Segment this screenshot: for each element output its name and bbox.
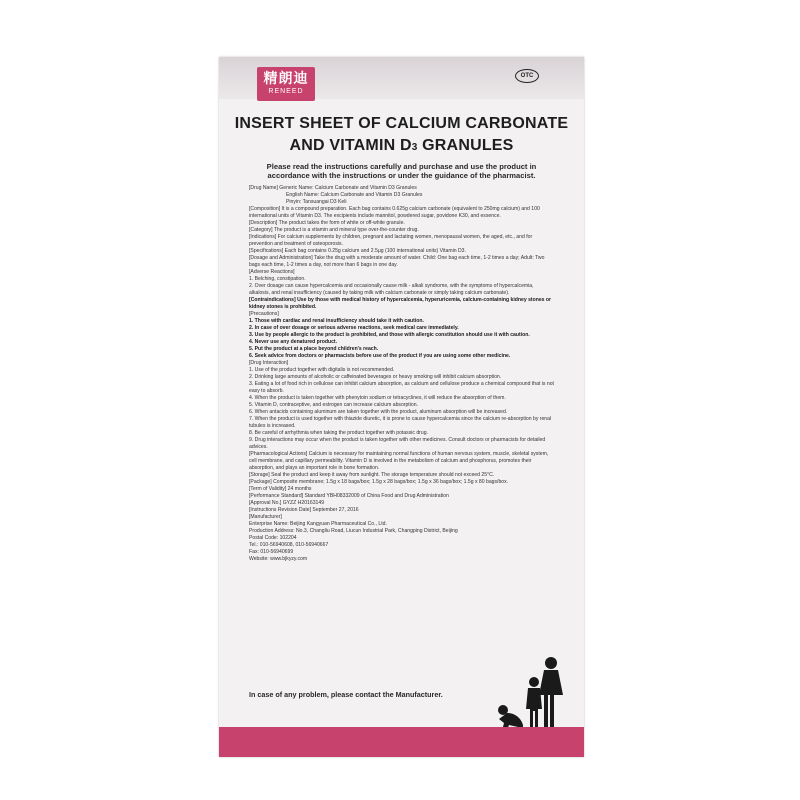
insert-line: English Name: Calcium Carbonate and Vitamin D3 Granules	[286, 192, 423, 198]
insert-line: Enterprise Name: Beijing Kangyuan Pharmaceutical Co., Ltd.	[249, 521, 387, 527]
insert-line: [Pharmacological Actions] Calcium is necessary for maintaining normal functions of human nervous system, muscle, skeletal system, cell membrane, and capillary permeability. Vitamin D is involved in the metabolism of calcium and phosphorus, promotes their absorption, and plays an important role in bone formation.	[249, 451, 549, 471]
insert-line: [Category] The product is a vitamin and mineral type over-the-counter drug.	[249, 227, 419, 233]
insert-line: [Manufacturer]	[249, 514, 282, 520]
insert-line: 7. When the product is used together with thiazide diuretic, it is prone to cause hypercalcemia since the calcium re-absorption by renal tubules is increased.	[249, 416, 552, 429]
insert-line: 4. When the product is taken together with phenytoin sodium or tetracyclines, it will reduce the absorption of them.	[249, 395, 506, 401]
insert-line: 8. Be careful of arrhythmia when taking the product together with potassic drug.	[249, 430, 428, 436]
insert-line: 3. Use by people allergic to the product is prohibited, and those with allergic constitution should use it with caution.	[249, 332, 530, 338]
insert-line: Website: www.bjkyzy.com	[249, 556, 308, 562]
insert-line: 9. Drug interactions may occur when the product is taken together with other medicines. Consult doctors or pharmacists for detailed advices.	[249, 437, 546, 450]
insert-line: [Dosage and Administration] Take the drug with a moderate amount of water. Child: One bag each time, 1-2 times a day; Adult: Two bags each time, 1-2 times a day, not more than 6 bags in one day.	[249, 255, 545, 268]
title-line-1: INSERT SHEET OF CALCIUM CARBONATE	[234, 115, 569, 132]
insert-line: Production Address: No.3, Changliu Road, Liucun Industrial Park, Changping District, Beijing	[249, 528, 458, 534]
insert-line: [Contraindications] Use by those with medical history of hypercalcemia, hyperuricemia, calcium-containing kidney stones or kidney stones is prohibited.	[249, 297, 552, 310]
insert-sheet	[219, 57, 584, 757]
brand-logo	[257, 67, 315, 101]
insert-line: 5. Vitamin D, contraceptive, and estrogen can increase calcium absorption.	[249, 402, 418, 408]
title-line-2-text: AND VITAMIN D3 GRANULES	[289, 137, 514, 154]
logo-english: RENEED	[268, 88, 304, 95]
otc-badge: OTC	[515, 69, 539, 83]
insert-line: [Instructions Revision Date] September 27, 2016	[249, 507, 359, 513]
insert-line: 1. Those with cardiac and renal insufficiency should take it with caution.	[249, 318, 424, 324]
insert-line: [Storage] Seal the product and keep it away from sunlight. The storage temperature should not exceed 25°C.	[249, 472, 495, 478]
insert-line: [Composition] It is a compound preparation. Each bag contains 0.625g calcium carbonate (equivalent to 250mg calcium) and 100 international units of Vitamin D3. The excipients include mannitol, powdered sugar, povidone K30, and essence.	[249, 206, 540, 219]
closing-note: In case of any problem, please contact the Manufacturer.	[249, 690, 443, 699]
insert-line: 4. Never use any denatured product.	[249, 339, 338, 345]
insert-line: [Performance Standard] Standard YBH08332009 of China Food and Drug Administration	[249, 493, 449, 499]
insert-line: 2. In case of over dosage or serious adverse reactions, seek medical care immediately.	[249, 325, 459, 331]
insert-line: [Approval No.] GYZZ H20163149	[249, 500, 325, 506]
insert-line: 5. Put the product at a place beyond children's reach.	[249, 346, 379, 352]
insert-line: 1. Use of the product together with digitalis is not recommended.	[249, 367, 395, 373]
insert-line: [Drug Interaction]	[249, 360, 289, 366]
insert-line: 3. Eating a lot of food rich in cellulose can inhibit calcium absorption, as calcium and cellulose produce a chemical compound that is not easy to absorb.	[249, 381, 554, 394]
insert-line: 6. Seek advice from doctors or pharmacists before use of the product if you are using some other medicine.	[249, 353, 511, 359]
insert-line: [Adverse Reactions]	[249, 269, 295, 275]
insert-line: [Specifications] Each bag contains 0.25g calcium and 2.5μg (100 international units) Vitamin D3.	[249, 248, 466, 254]
insert-line: 2. Drinking large amounts of alcoholic or caffeinated beverages or heavy smoking will inhibit calcium absorption.	[249, 374, 502, 380]
insert-line: Postal Code: 102204	[249, 535, 297, 541]
logo-chinese: 精朗迪	[263, 70, 309, 86]
insert-line: [Precautions]	[249, 311, 279, 317]
insert-line: 6. When antacids containing aluminum are taken together with the product, aluminum absorption will be increased.	[249, 409, 508, 415]
insert-line: Tel.: 010-56940608, 010-56940667	[249, 542, 329, 548]
insert-line: [Description] The product takes the form of white or off-white granule.	[249, 220, 405, 226]
subtitle: Please read the instructions carefully and purchase and use the product in accordance with the instructions or under the guidance of the pharmacist.	[266, 162, 537, 180]
insert-line: [Indications] For calcium supplements by children, pregnant and lactating women, menopausal women, the aged, etc., and for prevention and treatment of osteoporosis.	[249, 234, 533, 247]
insert-line: [Package] Composite membrane; 1.5g x 18 bags/box; 1.5g x 28 bags/box; 1.5g x 36 bags/box; 1.5g x 80 bags/box.	[249, 479, 509, 485]
insert-line: Fax: 010-56940699	[249, 549, 294, 555]
title-line-2	[219, 137, 584, 155]
insert-line: [Drug Name] Generic Name: Calcium Carbonate and Vitamin D3 Granules	[249, 185, 417, 191]
insert-line: [Term of Validity] 24 months	[249, 486, 312, 492]
bottom-band	[219, 727, 584, 757]
insert-line: 2. Over dosage can cause hypercalcemia and occasionally cause milk - alkali syndrome, with the symptoms of hypercalcemia, alkalosis, and renal insufficiency (caused by taking milk with calcium carbonate or simply taking calcium carbonate).	[249, 283, 534, 296]
insert-line: Pinyin: Tansuangai D3 Keli	[286, 199, 347, 205]
insert-body	[249, 185, 554, 563]
subscript-3: 3	[411, 142, 418, 153]
insert-line: 1. Belching, constipation.	[249, 276, 306, 282]
